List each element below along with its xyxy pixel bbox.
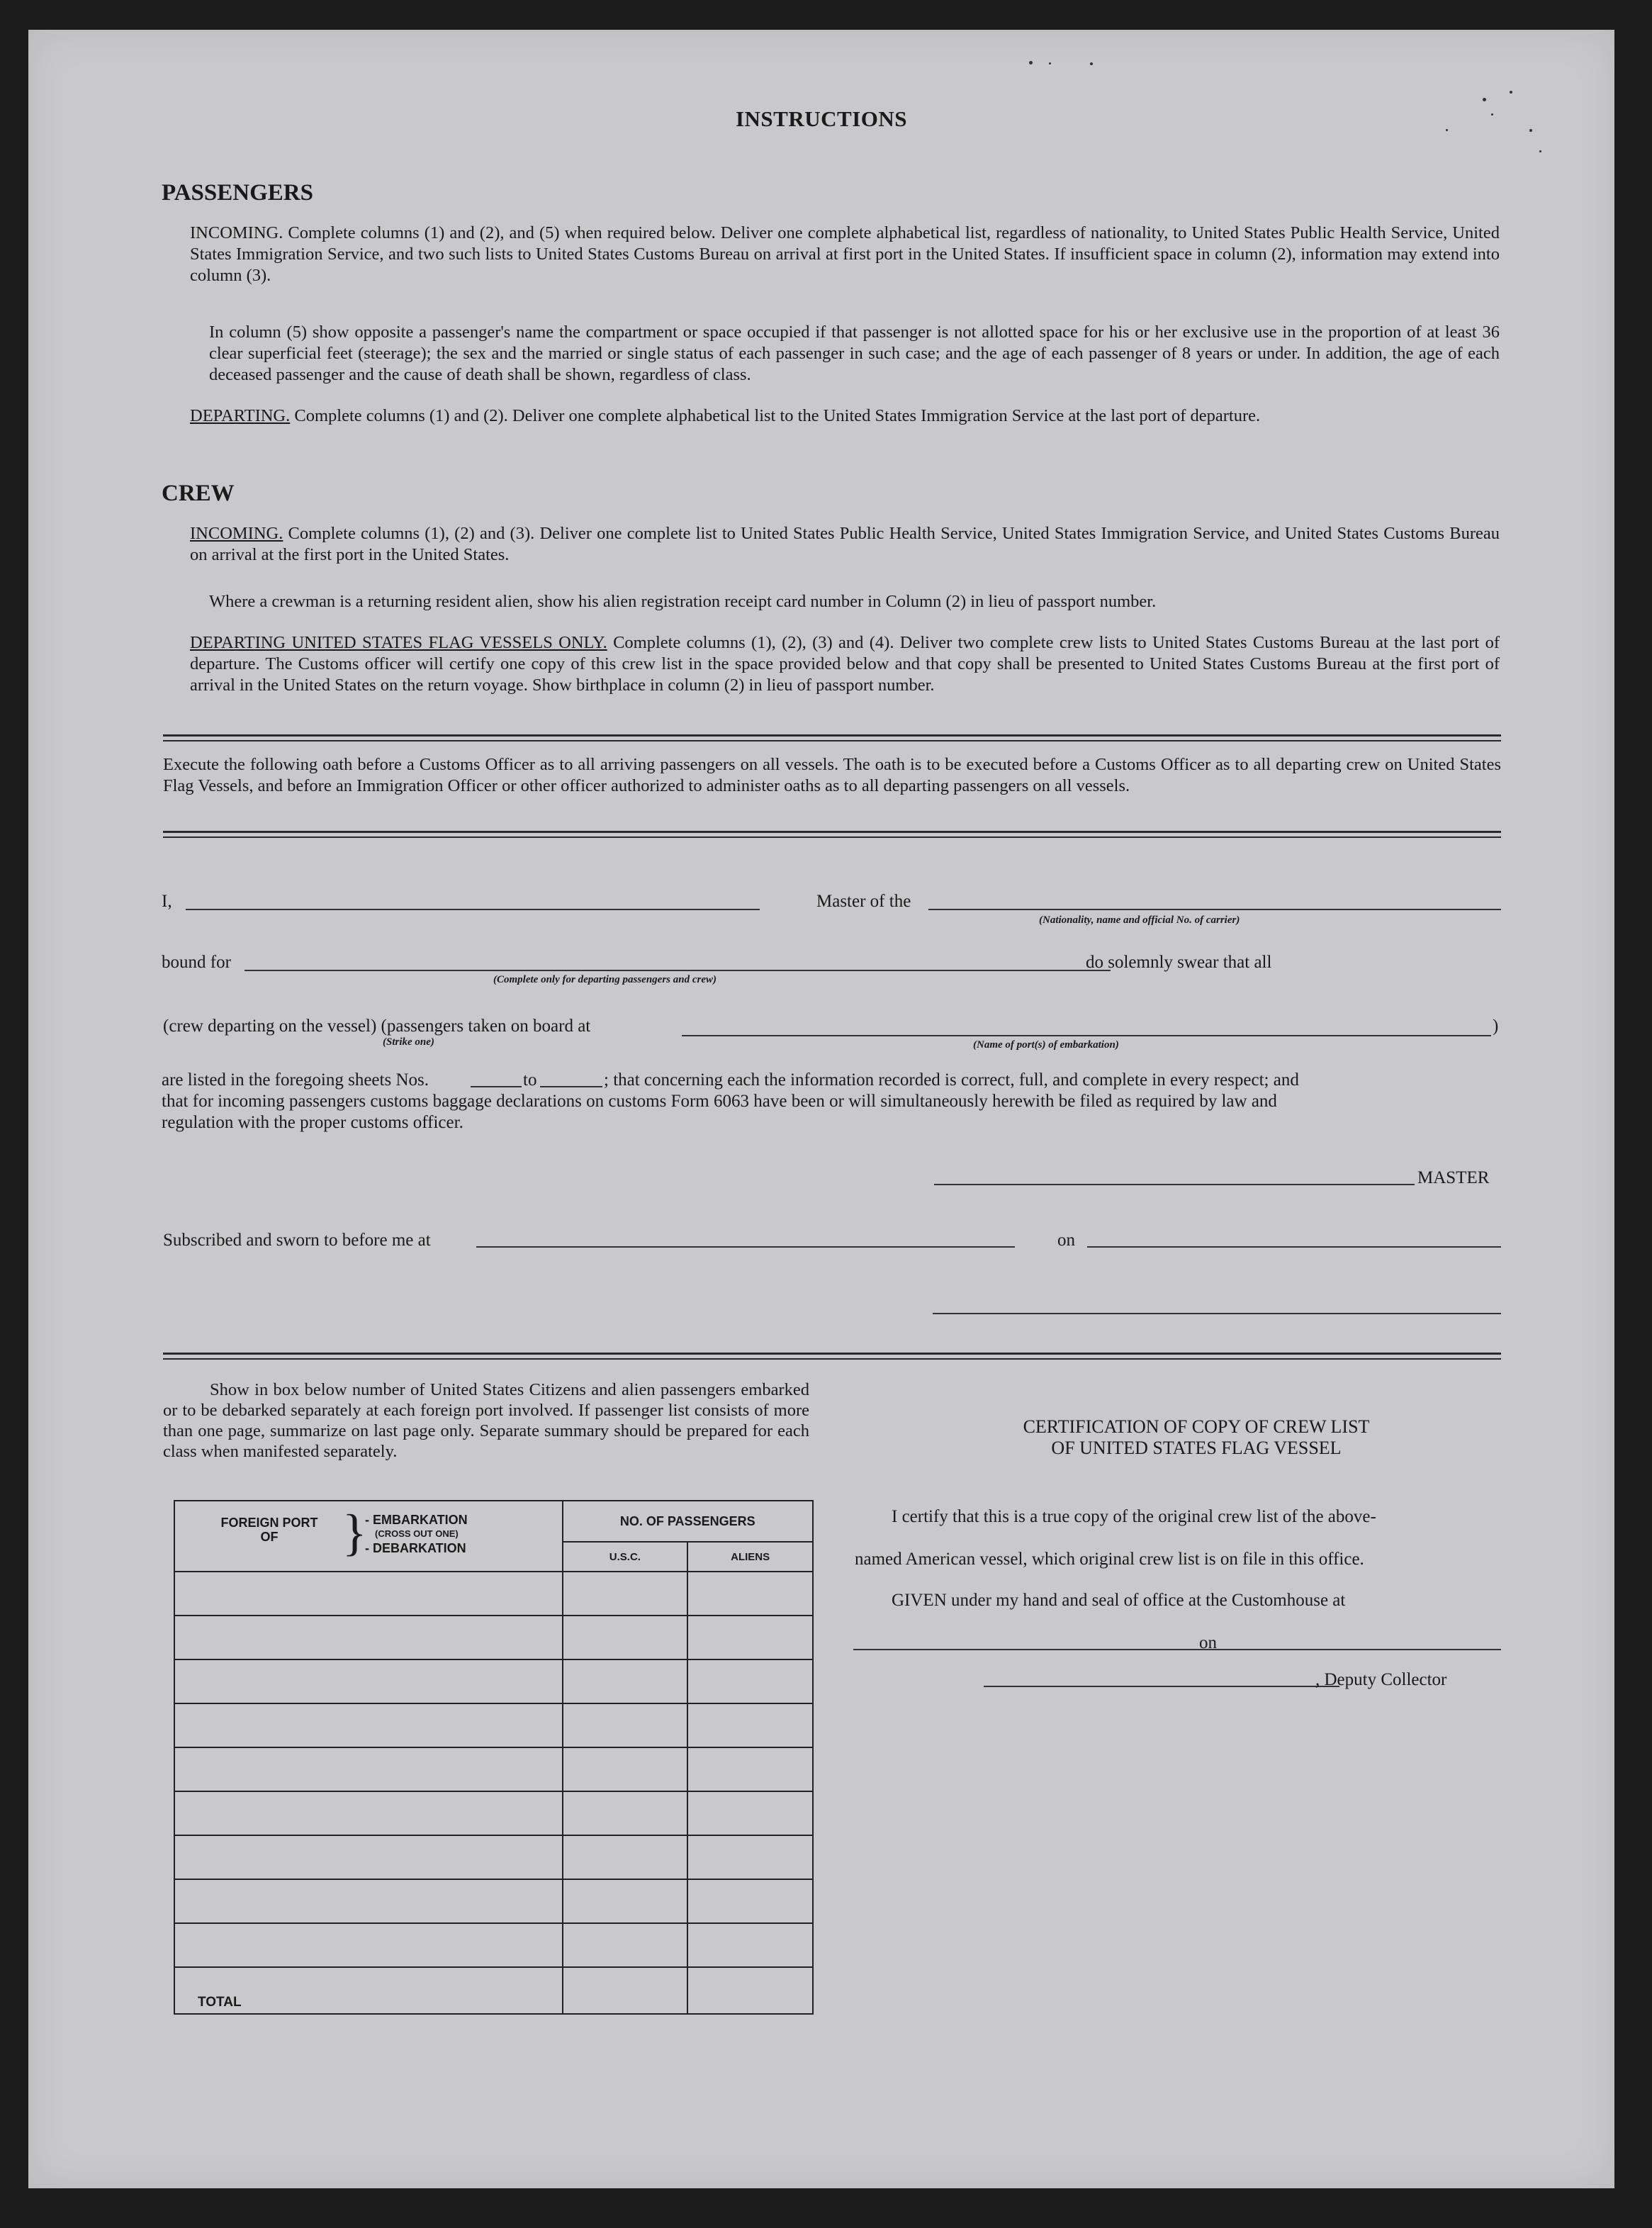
deputy-collector-label: , Deputy Collector bbox=[1315, 1670, 1447, 1689]
sworn-date-field[interactable] bbox=[1087, 1246, 1501, 1248]
crew-departing-body: Complete columns (1), (2), (3) and (4). Deliver two complete crew lists to United States Customs Bureau at the last port of departure. The Customs officer will certify one copy of this crew list in the space provided below and that copy shall be presented to United States Customs Bureau at the first port of arrival in the United States on the return voyage. Show birthplace in column (2) in lieu of passport number. bbox=[190, 633, 1500, 695]
usc-total-cell[interactable] bbox=[563, 1967, 688, 2014]
certify-line-2: named American vessel, which original crew list is on file in this office. bbox=[855, 1550, 1364, 1569]
certification-heading-line-2: OF UNITED STATES FLAG VESSEL bbox=[1051, 1438, 1342, 1458]
scan-speck bbox=[1090, 62, 1093, 65]
crew-departing-text bbox=[190, 632, 1500, 696]
usc-header: U.S.C. bbox=[563, 1542, 688, 1572]
bound-for-label: bound for bbox=[162, 953, 231, 972]
sheet-from-field[interactable] bbox=[471, 1086, 522, 1087]
passengers-departing-text bbox=[190, 405, 1500, 427]
port-cell[interactable] bbox=[174, 1835, 563, 1879]
crew-passengers-label: (crew departing on the vessel) (passengers taken on board at bbox=[163, 1017, 591, 1036]
summary-instruction: Show in box below number of United States Citizens and alien passengers embarked or to be debarked separately at each foreign port involved. If passenger list consists of more than one page, summarize on last page only. Separate summary should be prepared for each class when manifested separately. bbox=[163, 1380, 809, 1461]
scan-speck bbox=[1446, 129, 1448, 131]
passenger-summary-table bbox=[174, 1500, 814, 2015]
aliens-cell[interactable] bbox=[687, 1703, 813, 1747]
aliens-header: ALIENS bbox=[687, 1542, 813, 1572]
page-title: INSTRUCTIONS bbox=[735, 106, 907, 131]
scan-speck bbox=[1483, 98, 1486, 101]
port-cell[interactable] bbox=[174, 1572, 563, 1616]
cross-out-label: (CROSS OUT ONE) bbox=[375, 1528, 459, 1539]
embarkation-port-field[interactable] bbox=[682, 1035, 1491, 1036]
aliens-cell[interactable] bbox=[687, 1879, 813, 1923]
scan-speck bbox=[1510, 91, 1512, 94]
port-cell[interactable] bbox=[174, 1703, 563, 1747]
foreign-port-header bbox=[174, 1501, 563, 1572]
master-name-field[interactable] bbox=[186, 909, 760, 910]
aliens-cell[interactable] bbox=[687, 1747, 813, 1791]
customhouse-field[interactable] bbox=[853, 1649, 1226, 1650]
embarkation-port-note: (Name of port(s) of embarkation) bbox=[973, 1039, 1119, 1051]
scan-speck bbox=[1539, 150, 1541, 152]
aliens-cell[interactable] bbox=[687, 1572, 813, 1616]
listed-to-label: to bbox=[523, 1070, 537, 1090]
aliens-cell[interactable] bbox=[687, 1659, 813, 1703]
certify-line-1: I certify that this is a true copy of the original crew list of the above- bbox=[892, 1507, 1376, 1526]
scan-speck bbox=[1049, 62, 1051, 65]
crew-heading: CREW bbox=[162, 481, 235, 506]
carrier-note: (Nationality, name and official No. of carrier) bbox=[1039, 914, 1240, 926]
crew-departing-label: DEPARTING UNITED STATES FLAG VESSELS ONLY. bbox=[190, 633, 607, 652]
passengers-departing-label: DEPARTING. bbox=[190, 406, 291, 425]
sworn-place-field[interactable] bbox=[476, 1246, 1015, 1248]
sworn-on-label: on bbox=[1057, 1231, 1075, 1250]
close-paren: ) bbox=[1493, 1017, 1499, 1036]
master-signature-field[interactable] bbox=[934, 1184, 1415, 1185]
divider bbox=[163, 740, 1501, 741]
master-label: MASTER bbox=[1417, 1168, 1490, 1187]
aliens-total-cell[interactable] bbox=[687, 1967, 813, 2014]
crew-incoming-label: INCOMING. bbox=[190, 524, 283, 543]
bound-for-field[interactable] bbox=[245, 970, 1111, 971]
passengers-column5-text: In column (5) show opposite a passenger's name the compartment or space occupied if that passenger is not allotted space for his or her exclusive use in the proportion of at least 36 clear superficial feet (steerage); the sex and the married or single status of each passenger in such case; and the age of each passenger of 8 years or under. In addition, the age of each deceased passenger and the cause of death shall be shown, regardless of class. bbox=[209, 323, 1500, 384]
document-page bbox=[28, 30, 1614, 2188]
crew-returning-text: Where a crewman is a returning resident alien, show his alien registration receipt card number in Column (2) in lieu of passport number. bbox=[209, 592, 1157, 611]
divider bbox=[163, 1358, 1501, 1360]
usc-cell[interactable] bbox=[563, 1572, 688, 1616]
scan-speck bbox=[1529, 129, 1532, 132]
oath-i-label: I, bbox=[162, 892, 172, 911]
total-label: TOTAL bbox=[174, 1967, 563, 2014]
cert-on-label: on bbox=[1199, 1633, 1217, 1652]
deputy-signature-field[interactable] bbox=[984, 1686, 1339, 1687]
usc-cell[interactable] bbox=[563, 1703, 688, 1747]
listed-text-1: ; that concerning each the information recorded is correct, full, and complete in every respect; and bbox=[604, 1070, 1299, 1090]
sheet-to-field[interactable] bbox=[540, 1086, 602, 1087]
no-passengers-header: NO. OF PASSENGERS bbox=[563, 1501, 814, 1542]
foreign-port-label: FOREIGN PORT OF bbox=[220, 1516, 318, 1544]
usc-cell[interactable] bbox=[563, 1835, 688, 1879]
listed-sheets-label: are listed in the foregoing sheets Nos. bbox=[162, 1070, 429, 1090]
officer-signature-field[interactable] bbox=[933, 1313, 1501, 1314]
embarkation-label: - EMBARKATION bbox=[365, 1513, 468, 1527]
passengers-departing-body: Complete columns (1) and (2). Deliver one complete alphabetical list to the United States Immigration Service at the last port of departure. bbox=[290, 406, 1261, 425]
bound-for-note: (Complete only for departing passengers and crew) bbox=[493, 974, 717, 985]
aliens-cell[interactable] bbox=[687, 1835, 813, 1879]
aliens-cell[interactable] bbox=[687, 1616, 813, 1659]
divider bbox=[163, 831, 1501, 833]
certification-heading-line-1: CERTIFICATION OF COPY OF CREW LIST bbox=[1023, 1416, 1370, 1437]
master-of-label: Master of the bbox=[816, 892, 911, 911]
usc-cell[interactable] bbox=[563, 1616, 688, 1659]
usc-cell[interactable] bbox=[563, 1923, 688, 1967]
strike-one-note: (Strike one) bbox=[383, 1036, 434, 1048]
listed-text-3: regulation with the proper customs officer. bbox=[162, 1113, 463, 1132]
aliens-cell[interactable] bbox=[687, 1923, 813, 1967]
usc-cell[interactable] bbox=[563, 1659, 688, 1703]
subscribed-label: Subscribed and sworn to before me at bbox=[163, 1231, 431, 1250]
carrier-field[interactable] bbox=[928, 909, 1501, 910]
crew-incoming-text bbox=[190, 523, 1500, 566]
port-cell[interactable] bbox=[174, 1616, 563, 1659]
port-cell[interactable] bbox=[174, 1791, 563, 1835]
port-cell[interactable] bbox=[174, 1923, 563, 1967]
divider bbox=[163, 836, 1501, 838]
certify-line-3: GIVEN under my hand and seal of office at the Customhouse at bbox=[892, 1591, 1346, 1610]
divider bbox=[163, 734, 1501, 737]
oath-instruction: Execute the following oath before a Customs Officer as to all arriving passengers on all vessels. The oath is to be executed before a Customs Officer as to all departing crew on United States Flag Vessels, and before an Immigration Officer or other officer authorized to administer oaths as to all departing passengers on all vessels. bbox=[163, 755, 1501, 795]
port-cell[interactable] bbox=[174, 1659, 563, 1703]
passengers-heading: PASSENGERS bbox=[162, 180, 313, 206]
usc-cell[interactable] bbox=[563, 1879, 688, 1923]
debarkation-label: - DEBARKATION bbox=[365, 1541, 466, 1555]
brace-icon: } bbox=[342, 1504, 367, 1561]
listed-text-2: that for incoming passengers customs baggage declarations on customs Form 6063 have been or will simultaneously herewith be filed as required by law and bbox=[162, 1092, 1277, 1111]
port-cell[interactable] bbox=[174, 1747, 563, 1791]
divider bbox=[163, 1353, 1501, 1355]
usc-cell[interactable] bbox=[563, 1747, 688, 1791]
scan-speck bbox=[1029, 61, 1033, 65]
port-cell[interactable] bbox=[174, 1879, 563, 1923]
scan-speck bbox=[1491, 113, 1493, 116]
cert-date-field[interactable] bbox=[1226, 1649, 1501, 1650]
certification-heading bbox=[879, 1416, 1514, 1459]
swear-text: do solemnly swear that all bbox=[1086, 953, 1272, 972]
usc-cell[interactable] bbox=[563, 1791, 688, 1835]
passengers-incoming: INCOMING. Complete columns (1) and (2), and (5) when required below. Deliver one complete alphabetical list, regardless of nationality, to United States Public Health Service, United States Immigration Service, and two such lists to United States Customs Bureau on arrival at first port in the United States. If insufficient space in column (2), information may extend into column (3). bbox=[190, 223, 1500, 285]
aliens-cell[interactable] bbox=[687, 1791, 813, 1835]
crew-incoming-body: Complete columns (1), (2) and (3). Deliver one complete list to United States Public Health Service, United States Immigration Service, and United States Customs Bureau on arrival at the first port in the United States. bbox=[190, 524, 1500, 564]
passengers-incoming-text bbox=[190, 223, 1500, 286]
